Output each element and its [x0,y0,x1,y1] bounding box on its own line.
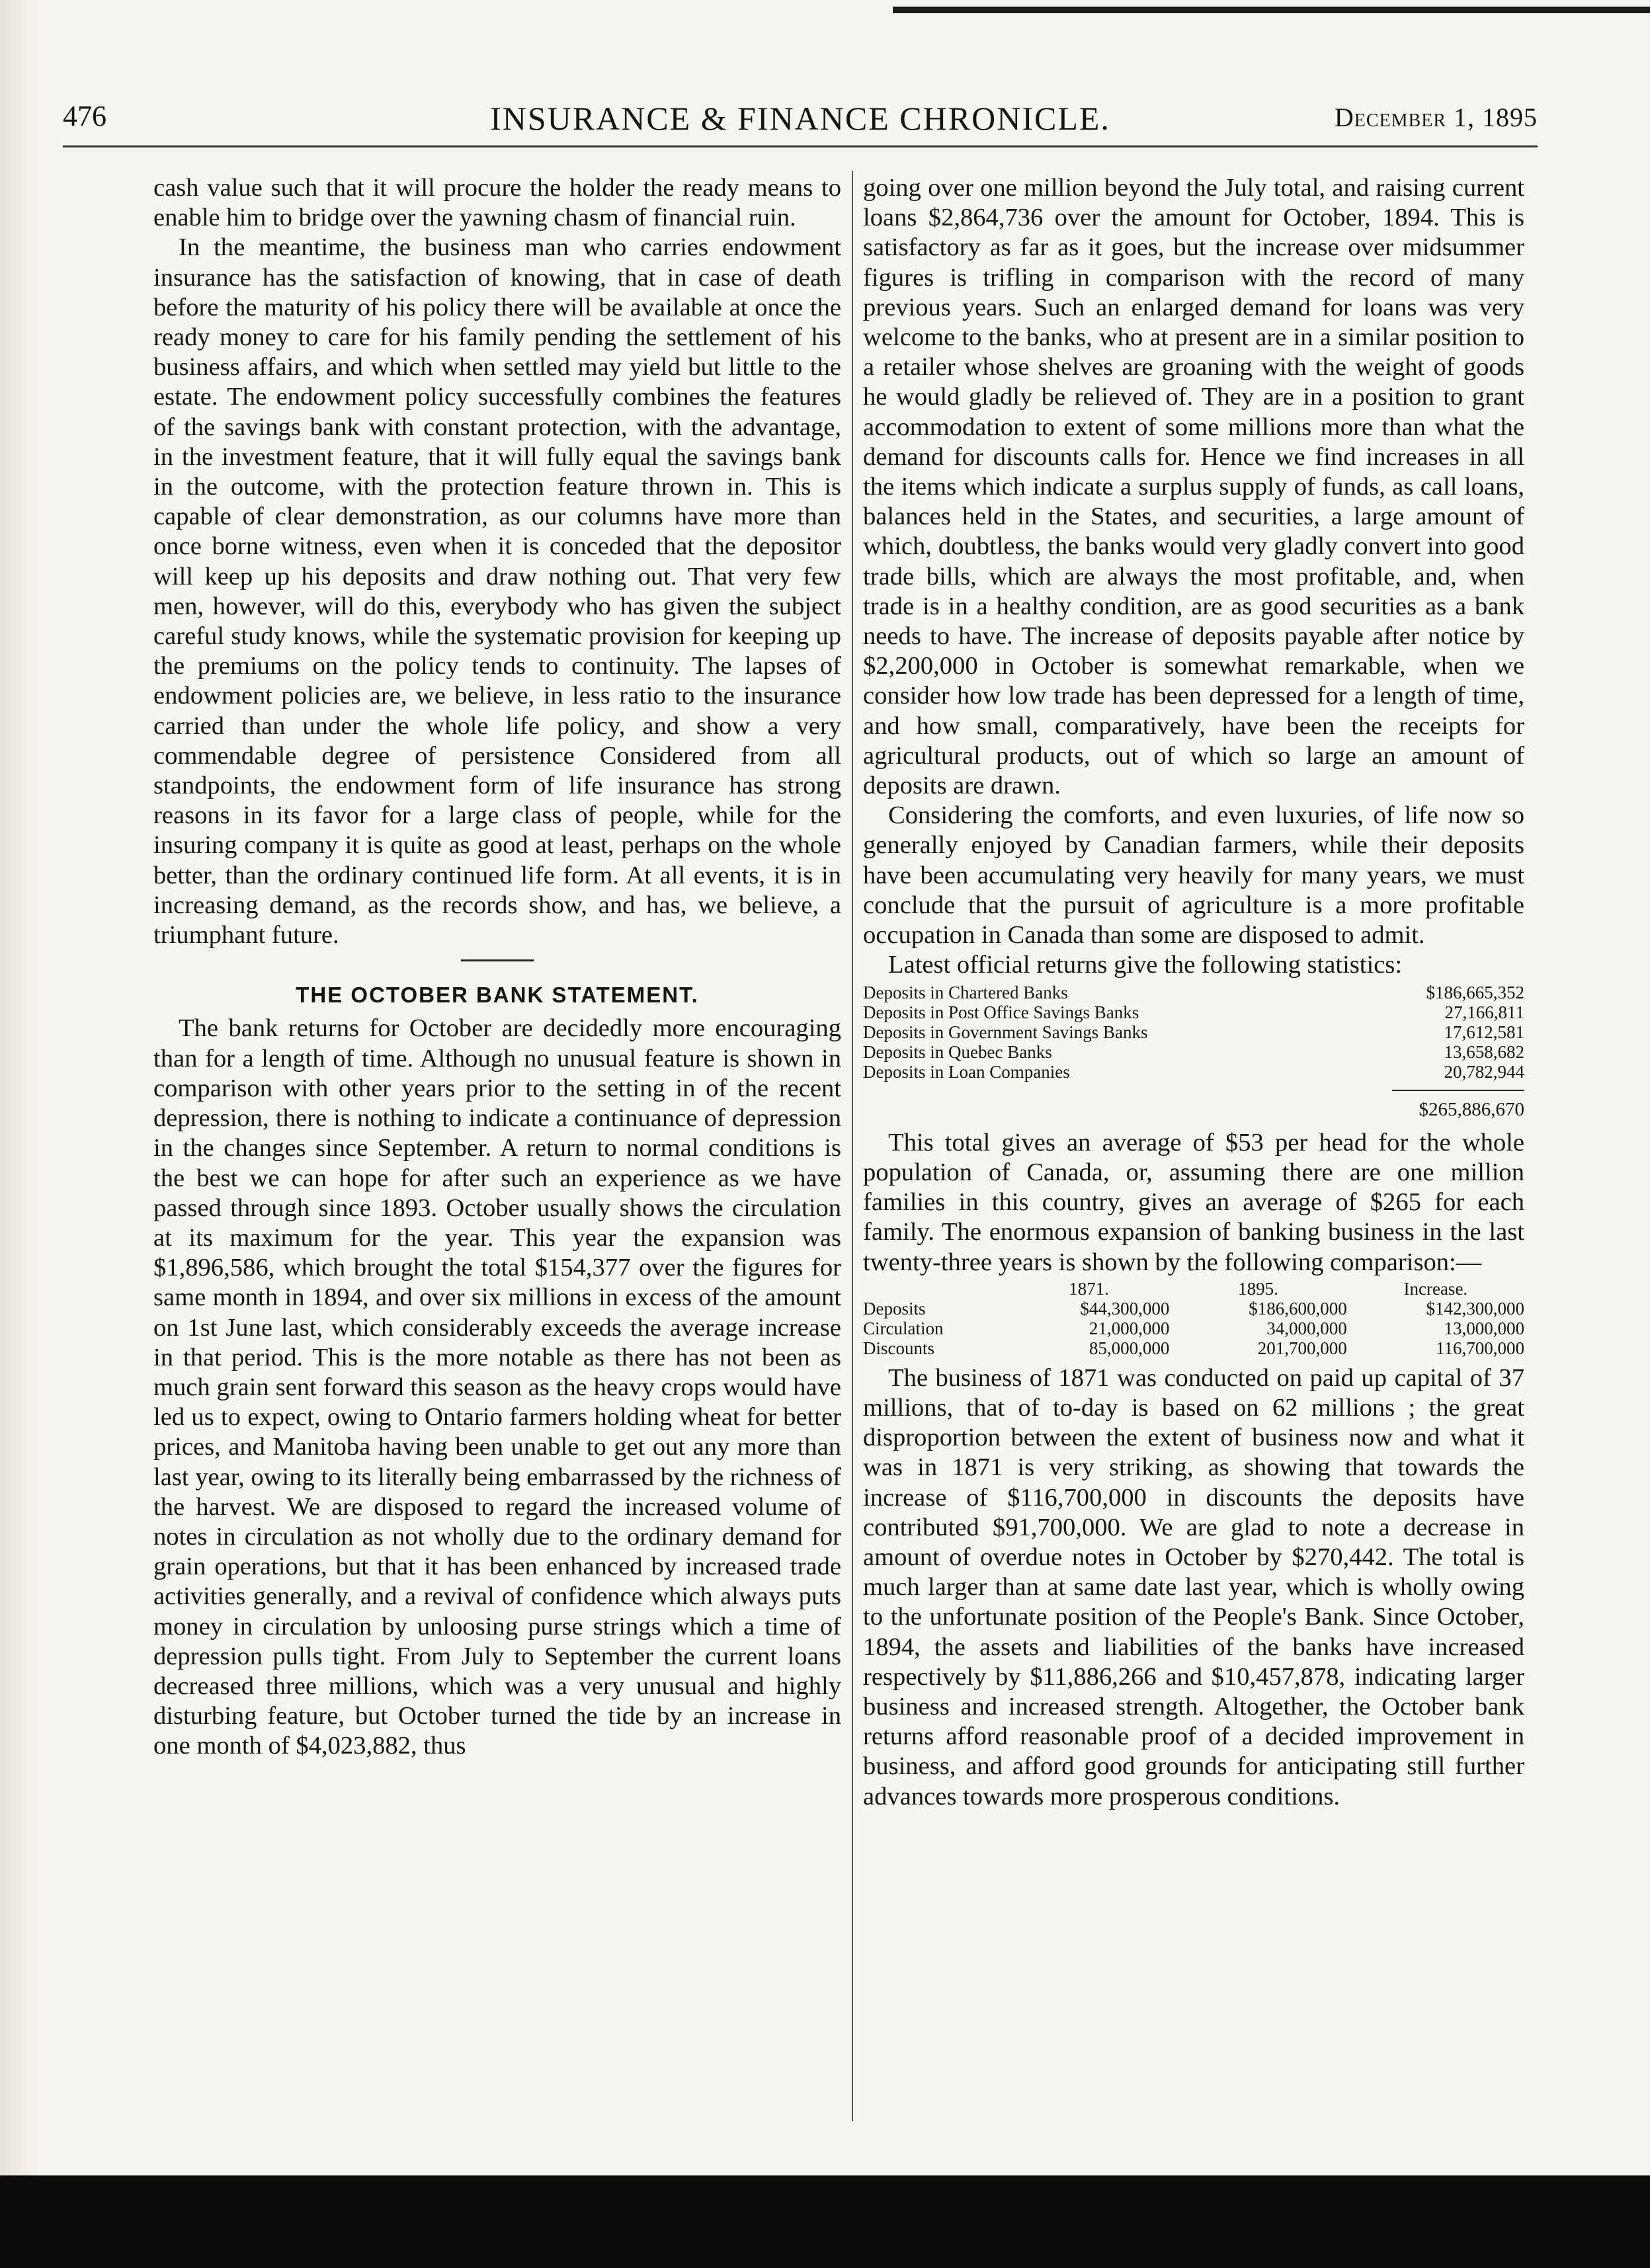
journal-title: INSURANCE & FINANCE CHRONICLE. [490,100,1110,137]
column-header: 1871. [1069,1278,1109,1299]
deposit-label: Deposits in Post Office Savings Banks [863,1002,1139,1023]
issue-date: December 1, 1895 [1334,102,1538,132]
paragraph: cash value such that it will procure the holder the ready means to enable him to bridge over the yawning chasm of financial ruin. [153,174,841,232]
table-row [863,1042,1524,1062]
scan-bottom-border [0,2175,1650,2268]
paragraph: The business of 1871 was conducted on paid up capital of 37 millions, that of to-day is based on 62 millions ; the great disproportion between the extent of business now and what it was in 1871 is very striking, as showing that towards the increase of $116,700,000 in discounts the deposits have contributed $91,700,000. We are glad to note a decrease in amount of overdue notes in October by $270,442. The total is much larger than at same date last year, which is wholly owing to the unfortunate position of the People's Bank. Since October, 1894, the assets and liabilities of the banks have increased respectively by $11,886,266 and $10,457,878, indicating larger business and increased strength. Altogether, the October bank returns afford reasonable proof of a decided improvement in business, and afford good grounds for anticipating still further advances towards more prosperous conditions. [863,1363,1524,1810]
deposit-value: 17,612,581 [1444,1022,1524,1043]
deposit-label: Deposits in Chartered Banks [863,983,1068,1003]
deposit-label: Deposits in Quebec Banks [863,1042,1052,1063]
deposit-value: 27,166,811 [1444,1002,1524,1023]
paragraph: going over one million beyond the July total, and raising current loans $2,864,736 over the amount for October, 1894. This is satisfactory as far as it goes, but the increase over midsummer figures is trifling in comparison with the record of many previous years. Such an enlarged demand for loans was very welcome to the banks, who at present are in a similar position to a retailer whose shelves are groaning with the weight of goods he would gladly be relieved of. They are in a position to grant accommodation to extent of some millions more than what the demand for discounts calls for. Hence we find increases in all the items which indicate a surplus supply of funds, as call loans, balances held in the States, and securities, a large amount of which, doubtless, the banks would very gladly convert into good trade bills, which are always the most profitable, and, when trade is in a healthy condition, are as good securities as a bank needs to have. The increase of deposits payable after notice by $2,200,000 in October is somewhat remarkable, when we consider how low trade has been depressed for a length of time, and how small, comparatively, have been the receipts for agricultural products, out of which so large an amount of deposits are drawn. [863,174,1524,800]
table-row [863,1002,1524,1022]
column-divider [852,171,853,2121]
column-header: 1895. [1238,1278,1278,1299]
cell-increase: 116,700,000 [1436,1338,1524,1358]
section-title: THE OCTOBER BANK STATEMENT. [296,983,699,1008]
deposit-value: 20,782,944 [1444,1062,1524,1082]
row-label: Deposits [863,1298,926,1318]
deposits-table [863,983,1524,1082]
deposit-value: 13,658,682 [1444,1042,1524,1063]
comparison-table [863,1279,1524,1358]
deposit-label: Deposits in Government Savings Banks [863,1022,1148,1043]
cell-1895: 34,000,000 [1266,1318,1347,1338]
paragraph: In the meantime, the business man who carries endowment insurance has the satisfaction of knowing, that in case of death before the maturity of his policy there will be available at once the ready money to care for his family pending the settlement of his business affairs, and which when settled may yield but little to the estate. The endowment policy successfully combines the features of the savings bank with constant protection, with the advantage, in the investment feature, that it will fully equal the savings bank in the outcome, with the protection feature thrown in. This is capable of clear demonstration, as our columns have more than once borne witness, even when it is conceded that the depositor will keep up his deposits and draw nothing out. That very few men, however, will do this, everybody who has given the subject careful study knows, while the systematic provision for keeping up the premiums on the policy tends to continuity. The lapses of endowment policies are, we believe, in less ratio to the insurance carried than under the whole life policy, and show a very commendable degree of persistence Considered from all standpoints, the endowment form of life insurance has strong reasons in its favor for a large class of people, while for the insuring company it is quite as good at least, perhaps on the whole better, than the ordinary continued life form. At all events, it is in increasing demand, as the records show, and has, we believe, a triumphant future. [153,233,841,950]
row-label: Circulation [863,1318,944,1338]
table-row [863,1299,1524,1318]
page-edge-shadow [0,0,40,2175]
left-column [153,173,841,1762]
cell-1895: 201,700,000 [1257,1338,1347,1358]
table-row [863,1022,1524,1042]
cell-1871: 85,000,000 [1089,1338,1170,1358]
table-row [863,1318,1524,1338]
table-row [863,1062,1524,1082]
paragraph: The bank returns for October are decidedly more encouraging than for a length of time. Although no unusual feature is shown in comparison with other years prior to the setting in of the recent depression, there is nothing to indicate a continuance of depression in the changes since September. A return to normal conditions is the best we can hope for after such an experience as we have passed through since 1893. October usually shows the circulation at its maximum for the year. This year the expansion was $1,896,586, which brought the total $154,377 over the figures for same month in 1894, and over six millions in excess of the amount on 1st June last, which considerably exceeds the average increase in that period. This is the more notable as there has not been as much grain sent forward this season as the heavy crops would have led us to expect, owing to Ontario farmers holding wheat for better prices, and Manitoba having been unable to get out any more than last year, owing to its literally being embarrassed by the richness of the harvest. We are disposed to regard the increased volume of notes in circulation as not wholly due to the ordinary demand for grain operations, but that it has been enhanced by increased trade activities generally, and a revival of confidence which always puts money in circulation by unloosing purse strings which a time of depression pulls tight. From July to September the current loans decreased three millions, which was a very unusual and highly disturbing feature, but October turned the tide by an increase in one month of $4,023,882, thus [153,1014,841,1760]
row-label: Discounts [863,1338,934,1358]
right-column [863,173,1524,1812]
cell-increase: 13,000,000 [1444,1318,1524,1338]
paragraph: This total gives an average of $53 per head for the whole population of Canada, or, assuming there are one million families in this country, gives an average of $265 for each family. The enormous expansion of banking business in the last twenty-three years is shown by the following comparison:— [863,1128,1524,1276]
divider [461,959,534,961]
table-row [863,1338,1524,1358]
deposit-label: Deposits in Loan Companies [863,1062,1070,1082]
cell-1871: 21,000,000 [1089,1318,1170,1338]
page-number: 476 [63,100,106,132]
deposit-value: $186,665,352 [1426,983,1524,1003]
column-header: Increase. [1403,1278,1468,1299]
cell-1871: $44,300,000 [1080,1298,1170,1318]
cell-1895: $186,600,000 [1249,1298,1347,1318]
deposits-total [863,1090,1524,1125]
table-row [863,983,1524,1002]
deposits-total-value: $265,886,670 [1392,1090,1524,1125]
paragraph: Considering the comforts, and even luxuries, of life now so generally enjoyed by Canadian farmers, while their deposits have been accumulating very heavily for many years, we must conclude that the pursuit of agriculture is a more profitable occupation in Canada than some are disposed to admit. [863,801,1524,950]
page-header [63,99,1538,147]
top-rule [893,7,1650,13]
table-header-row [863,1279,1524,1299]
column-header [863,1279,1008,1299]
cell-increase: $142,300,000 [1426,1298,1524,1318]
paragraph: Latest official returns give the following statistics: [888,951,1403,979]
